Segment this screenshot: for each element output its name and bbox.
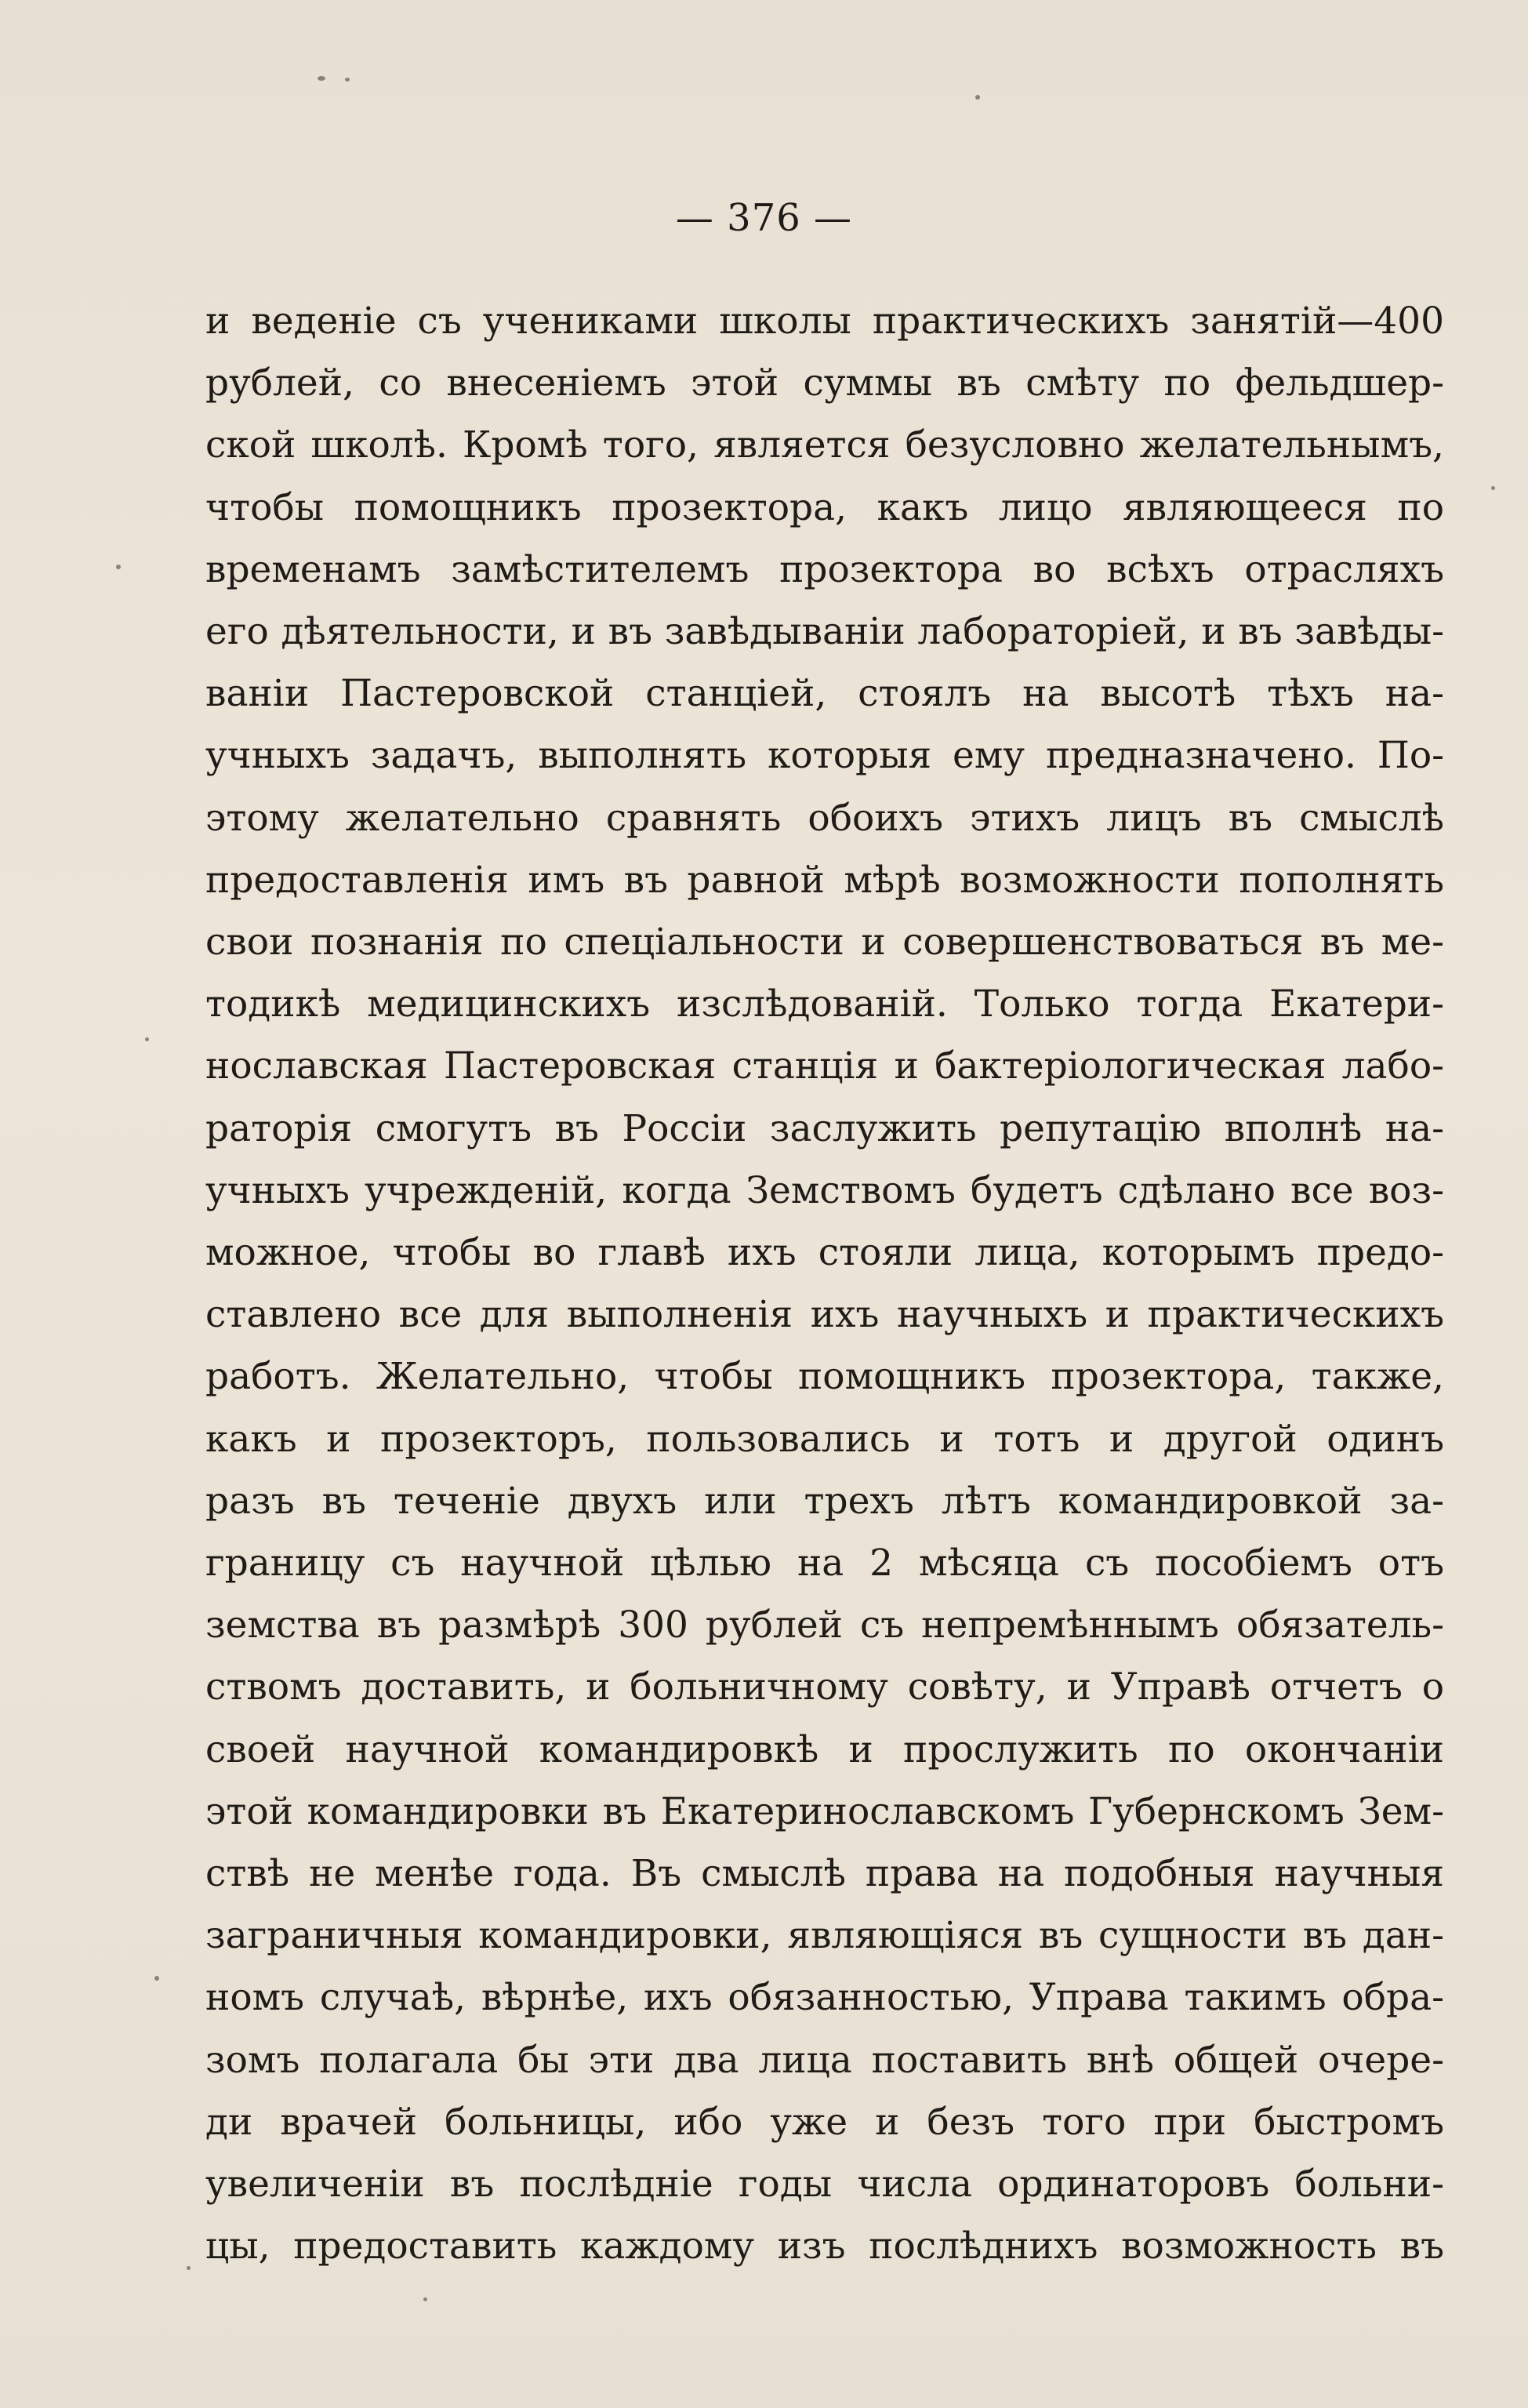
text-line: ской школѣ. Кромѣ того, является безусловно желательнымъ, bbox=[205, 423, 1444, 467]
text-line: его дѣятельности, и въ завѣдываніи лабораторіей, и въ завѣды- bbox=[205, 610, 1444, 654]
print-speck bbox=[116, 565, 121, 569]
text-line: увеличеніи въ послѣдніе годы числа ординаторовъ больни- bbox=[205, 2163, 1444, 2206]
text-line: этой командировки въ Екатеринославскомъ Губернскомъ Зем- bbox=[205, 1789, 1444, 1833]
text-line: разъ въ теченіе двухъ или трехъ лѣтъ командировкой за- bbox=[205, 1479, 1444, 1523]
text-line: временамъ замѣстителемъ прозектора во всѣхъ отрасляхъ bbox=[205, 547, 1444, 591]
text-line: свои познанія по спеціальности и совершенствоваться въ ме- bbox=[205, 921, 1444, 964]
page-number: — 376 — bbox=[675, 196, 853, 240]
print-speck bbox=[1491, 486, 1495, 490]
text-line: зомъ полагала бы эти два лица поставить внѣ общей очере- bbox=[205, 2038, 1444, 2082]
text-line: учныхъ учрежденій, когда Земствомъ будетъ сдѣлано все воз- bbox=[205, 1168, 1444, 1212]
text-line: цы, предоставить каждому изъ послѣднихъ возможность въ bbox=[205, 2225, 1444, 2268]
text-line: учныхъ задачъ, выполнять которыя ему предназначено. По- bbox=[205, 734, 1444, 778]
text-line: предоставленія имъ въ равной мѣрѣ возможности пополнять bbox=[205, 858, 1444, 902]
text-line: можное, чтобы во главѣ ихъ стояли лица, которымъ предо- bbox=[205, 1231, 1444, 1275]
text-line: ваніи Пастеровской станціей, стоялъ на высотѣ тѣхъ на- bbox=[205, 672, 1444, 716]
text-line: заграничныя командировки, являющіяся въ сущности въ дан- bbox=[205, 1914, 1444, 1958]
text-line: границу съ научной цѣлью на 2 мѣсяца съ пособіемъ отъ bbox=[205, 1542, 1444, 1585]
text-line: ставлено все для выполненія ихъ научныхъ и практическихъ bbox=[205, 1293, 1444, 1337]
text-line: номъ случаѣ, вѣрнѣе, ихъ обязанностью, Управа такимъ обра- bbox=[205, 1976, 1444, 2020]
text-line: ди врачей больницы, ибо уже и безъ того при быстромъ bbox=[205, 2100, 1444, 2144]
print-speck bbox=[975, 95, 980, 100]
print-speck bbox=[345, 78, 350, 82]
text-line: рублей, со внесеніемъ этой суммы въ смѣту по фельдшер- bbox=[205, 361, 1444, 405]
text-line: тодикѣ медицинскихъ изслѣдованій. Только тогда Екатери- bbox=[205, 982, 1444, 1026]
text-line: ствѣ не менѣе года. Въ смыслѣ права на подобныя научныя bbox=[205, 1852, 1444, 1896]
text-line: своей научной командировкѣ и прослужить по окончаніи bbox=[205, 1727, 1444, 1771]
print-speck bbox=[423, 2297, 427, 2301]
text-line: земства въ размѣрѣ 300 рублей съ непремѣннымъ обязатель- bbox=[205, 1604, 1444, 1647]
print-speck bbox=[154, 1976, 159, 1981]
text-line: нославская Пастеровская станція и бактеріологическая лабо- bbox=[205, 1044, 1444, 1088]
body-text bbox=[205, 290, 1444, 2278]
print-speck bbox=[318, 76, 325, 81]
text-line: и веденіе съ учениками школы практическихъ занятій—400 bbox=[205, 300, 1444, 343]
print-speck bbox=[187, 2266, 191, 2270]
text-line: чтобы помощникъ прозектора, какъ лицо являющееся по bbox=[205, 485, 1444, 529]
text-line: этому желательно сравнять обоихъ этихъ лицъ въ смыслѣ bbox=[205, 796, 1444, 840]
text-line: раторія смогутъ въ Россіи заслужить репутацію вполнѣ на- bbox=[205, 1106, 1444, 1150]
text-line: работъ. Желательно, чтобы помощникъ прозектора, также, bbox=[205, 1355, 1444, 1399]
print-speck bbox=[145, 1037, 149, 1041]
text-line: ствомъ доставить, и больничному совѣту, и Управѣ отчетъ о bbox=[205, 1665, 1444, 1709]
text-line: какъ и прозекторъ, пользовались и тотъ и другой одинъ bbox=[205, 1417, 1444, 1461]
